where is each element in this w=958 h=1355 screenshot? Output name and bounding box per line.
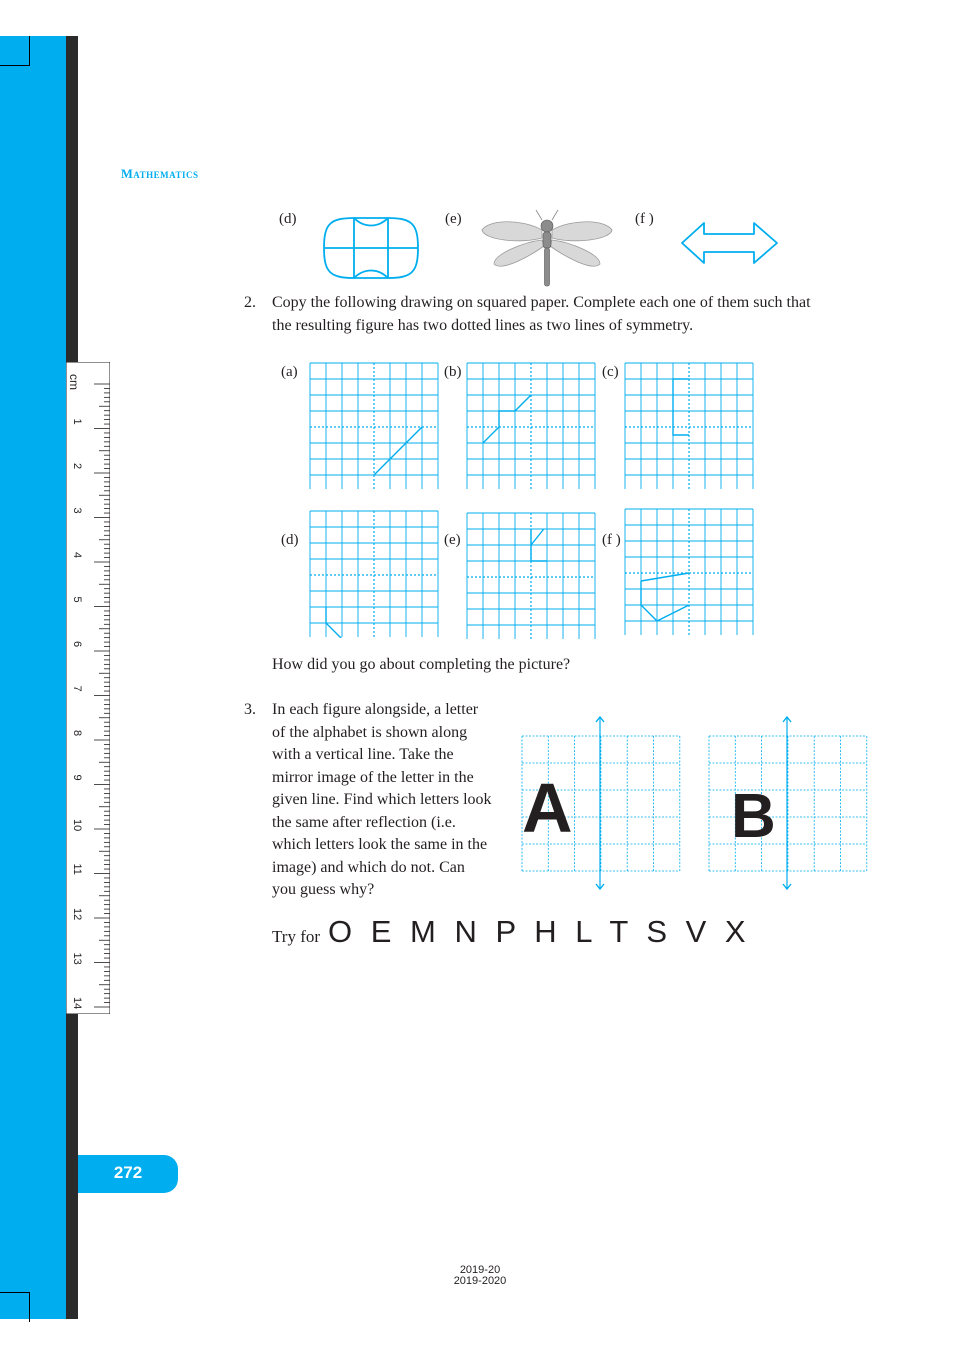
crop-mark-top — [0, 36, 30, 66]
try-for-label: Try for — [272, 927, 321, 946]
partial-figure-line — [641, 581, 689, 621]
try-for-letters: O E M N P H L T S V X — [328, 914, 751, 949]
ruler-number: 6 — [71, 641, 83, 648]
ruler-number: 5 — [71, 596, 83, 603]
grid-lines — [625, 363, 753, 490]
question-2-number: 2. — [244, 294, 256, 311]
figure-f-label: (f ) — [635, 211, 654, 227]
dragonfly-image — [480, 208, 614, 290]
footer — [380, 1265, 580, 1287]
ruler-number: 13 — [71, 952, 83, 965]
symmetry-grid-f — [624, 508, 754, 636]
symmetry-grid-d — [309, 510, 439, 638]
question-2-text — [272, 292, 872, 337]
question-2-line-2: the resulting figure has two dotted lines as two lines of symmetry. — [272, 316, 694, 334]
figure-e-label: (e) — [445, 211, 462, 227]
question-3-line: given line. Find which letters look — [272, 791, 492, 808]
question-3-text — [272, 699, 510, 902]
footer-year-long: 2019-2020 — [453, 1275, 507, 1287]
question-2-line-1: Copy the following drawing on squared paper. Complete each one of them such that — [272, 294, 811, 311]
question-3-line: with a vertical line. Take the — [272, 746, 454, 763]
grid-label-f: (f ) — [602, 532, 621, 548]
grid-label-c: (c) — [602, 364, 619, 380]
symmetry-grid-b — [466, 362, 596, 490]
page-header: Mathematics — [121, 167, 199, 181]
grid-label-b: (b) — [444, 364, 462, 380]
symmetry-grid-e — [466, 512, 596, 640]
try-for-line — [272, 914, 751, 950]
side-color-band — [0, 36, 66, 1319]
ruler-number: 1 — [71, 418, 83, 425]
grid-lines — [625, 509, 753, 636]
question-3-line: In each figure alongside, a letter — [272, 701, 479, 718]
ruler-number: 4 — [71, 552, 83, 559]
partial-figure-line — [374, 427, 422, 475]
partial-figure-line — [531, 529, 544, 545]
question-3-line: of the alphabet is shown along — [272, 723, 468, 741]
crop-mark-bottom — [0, 1292, 30, 1322]
question-2-followup: How did you go about completing the picture? — [272, 656, 571, 673]
grid-label-a: (a) — [281, 364, 298, 380]
ruler-number: 3 — [71, 507, 83, 514]
ruler-unit-label: cm — [67, 374, 81, 390]
question-3-line: image) and which do not. Can — [272, 858, 465, 876]
question-3-line: mirror image of the letter in the — [272, 768, 474, 786]
ruler-number: 9 — [71, 774, 83, 781]
question-3-number: 3. — [244, 701, 256, 718]
symmetry-grid-a — [309, 362, 439, 490]
mirror-letter-a: A — [522, 769, 573, 847]
ruler-number: 8 — [71, 730, 83, 737]
grid-label-d: (d) — [281, 532, 299, 548]
figure-d-shape — [320, 214, 422, 282]
ruler-number: 14 — [71, 997, 83, 1010]
grid-lines — [310, 511, 438, 638]
ruler-number: 7 — [71, 685, 83, 692]
mirror-letter-b: B — [731, 782, 776, 851]
ruler-number: 12 — [71, 908, 83, 921]
partial-figure-line — [483, 395, 531, 443]
footer-year-short: 2019-20 — [459, 1264, 501, 1276]
double-arrow-shape — [680, 220, 780, 266]
ruler — [66, 362, 110, 1014]
page-number: 272 — [113, 1163, 143, 1182]
question-3-line: the same after reflection (i.e. — [272, 813, 456, 831]
figure-d-label: (d) — [279, 211, 297, 227]
ruler-number: 2 — [71, 463, 83, 470]
symmetry-grid-c — [624, 362, 754, 490]
ruler-number: 11 — [71, 863, 83, 875]
ruler-number: 10 — [71, 819, 83, 832]
question-3-line: you guess why? — [272, 881, 375, 898]
question-3-line: which letters look the same in the — [272, 836, 488, 853]
grid-label-e: (e) — [444, 532, 461, 548]
grid-lines — [310, 363, 438, 490]
grid-lines — [467, 363, 595, 490]
partial-figure-line — [641, 573, 689, 581]
